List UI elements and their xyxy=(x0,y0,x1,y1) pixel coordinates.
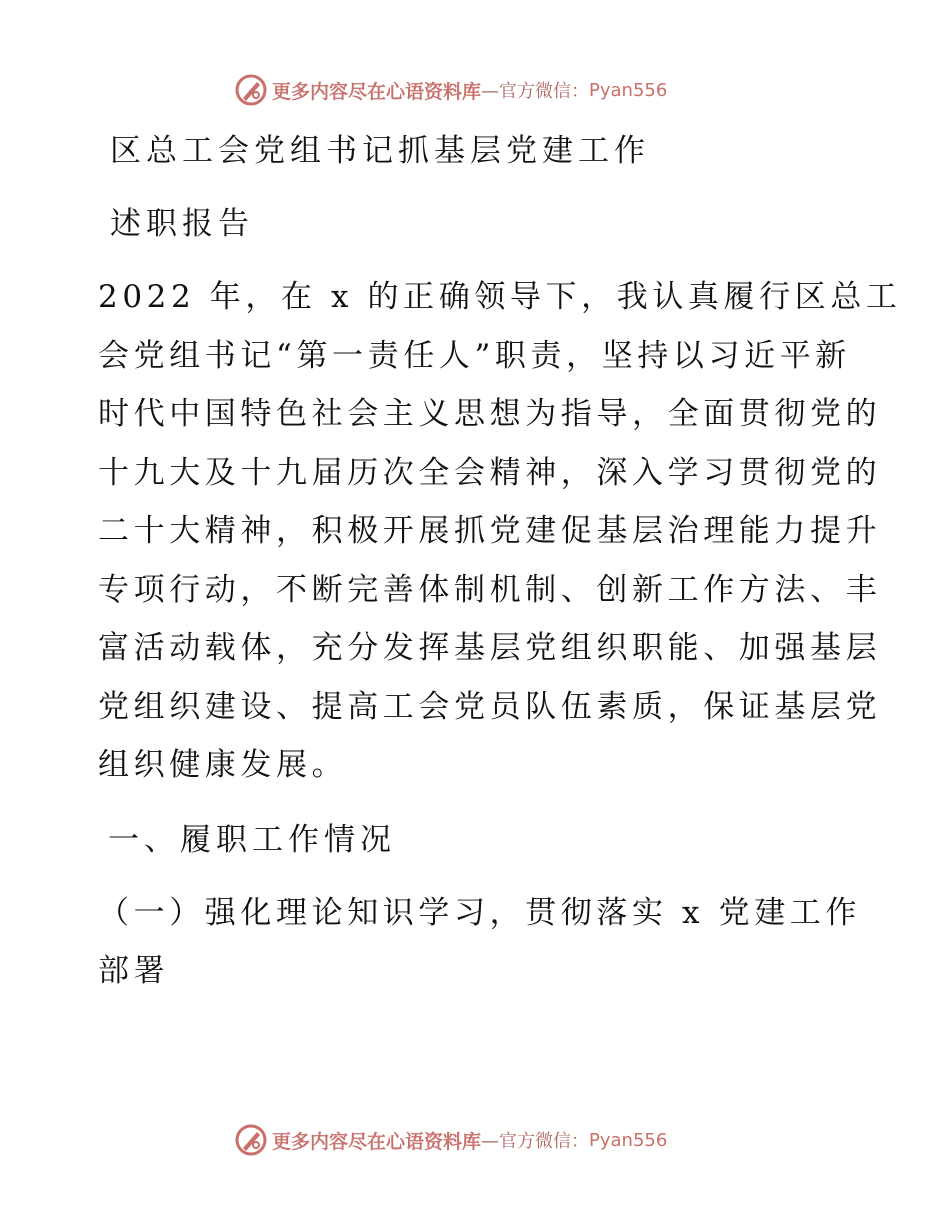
watermark-banner-top xyxy=(234,70,667,110)
document-subtitle: 述职报告 xyxy=(110,206,254,242)
subsection-heading xyxy=(98,884,861,1000)
pen-logo-icon xyxy=(234,1123,268,1157)
watermark-text: 更多内容尽在心语资料库 xyxy=(272,1130,482,1153)
paragraph-line: 党组织建设、提高工会党员队伍素质，保证基层党 xyxy=(98,688,882,725)
watermark-wechat-id: Pyan556 xyxy=(589,79,668,101)
paragraph-line: 富活动载体，充分发挥基层党组织职能、加强基层 xyxy=(98,630,882,666)
paragraph-line: 专项行动，不断完善体制机制、创新工作方法、丰 xyxy=(98,571,882,608)
watermark-wechat-label: —官方微信： xyxy=(481,1131,590,1152)
paragraph-line: 十九大及十九届历次全会精神，深入学习贯彻党的 xyxy=(98,454,882,491)
watermark-banner-bottom xyxy=(234,1120,667,1160)
subsection-line: 部署 xyxy=(98,953,170,989)
watermark-wechat-id: Pyan556 xyxy=(589,1129,668,1151)
pen-logo-icon xyxy=(234,73,268,107)
paragraph-line: 组织健康发展。 xyxy=(98,747,348,783)
intro-paragraph xyxy=(98,268,902,795)
watermark-wechat-label: —官方微信： xyxy=(481,81,590,102)
paragraph-line: 二十大精神，积极开展抓党建促基层治理能力提升 xyxy=(98,513,882,549)
paragraph-line: 会党组书记“第一责任人”职责，坚持以习近平新 xyxy=(98,337,851,374)
document-title: 区总工会党组书记抓基层党建工作 xyxy=(110,133,650,169)
section-heading: 一、履职工作情况 xyxy=(108,822,396,858)
paragraph-line: 时代中国特色社会主义思想为指导，全面贯彻党的 xyxy=(98,396,882,432)
watermark-text: 更多内容尽在心语资料库 xyxy=(272,80,482,103)
subsection-line: （一）强化理论知识学习，贯彻落实 x 党建工作 xyxy=(98,895,861,931)
paragraph-line: 2022 年，在 x 的正确领导下，我认真履行区总工 xyxy=(98,279,902,315)
